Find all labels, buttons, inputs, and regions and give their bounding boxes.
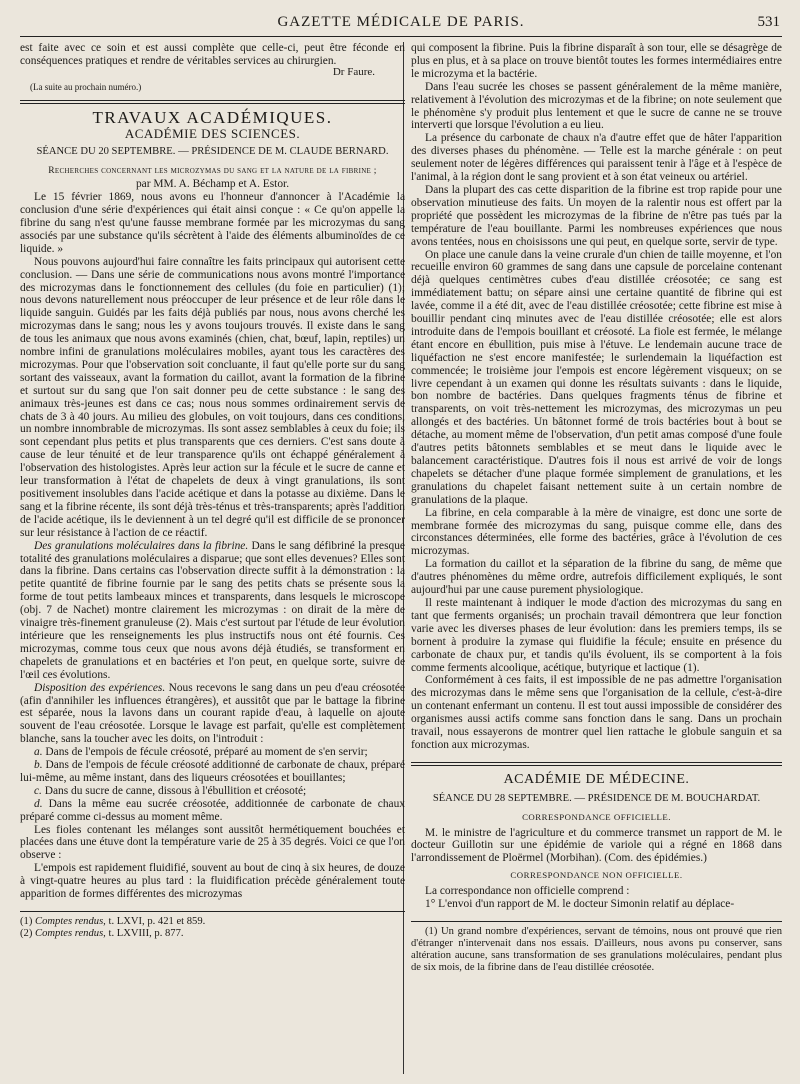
list-item: d. Dans la même eau sucrée créosotée, additionnée de carbonate de chaux préparé comme ci-dessus au moment même.: [20, 797, 405, 823]
body-paragraph: [20, 540, 405, 682]
body-paragraph: Le 15 février 1869, nous avons eu l'honneur d'annoncer à l'Académie la conclusion d'une série d'expériences qui était ainsi conçue : « Ce qu'on appelle la fibrine du sang n'est qu'une fausse membrane formée par les microzymas du sang associés par une substance qu'ils sécrètent à l'aide des éléments albuminoïdes de ce liquide. »: [20, 191, 405, 255]
academy-heading: ACADÉMIE DES SCIENCES.: [124, 125, 301, 141]
academy-heading: ACADÉMIE DE MÉDECINE.: [503, 771, 690, 787]
research-authors: par MM. A. Béchamp et A. Estor.: [135, 178, 290, 191]
journal-title: GAZETTE MÉDICALE DE PARIS.: [277, 14, 525, 30]
subsection-heading: Des granulations moléculaires dans la fibrine.: [34, 539, 249, 552]
footnote: (1) Un grand nombre d'expériences, servant de témoins, nous ont prouvé que rien d'étranger n'intervenait dans nos essais. D'ailleurs, nous avons pu conserver, sans altération aucune, sans transformation de ses granulations moléculaires, pendant plus de six mois, de la fibrine dans de l'eau distillée créosotée.: [411, 926, 782, 973]
page-header: [20, 10, 782, 37]
body-paragraph: Conformément à ces faits, il est impossible de ne pas admettre l'organisation des microzymas dans le même sens que l'organisation de la cellule, c'est-à-dire un contenant enfermant un contenu. Il est tout aussi impossible de considérer des organismes aussi actifs comme sans fonction dans le sang. Dans un prochain travail, nous essayerons de montrer quel lien rattache le globule sanguin et sa fonction aux microzymas.: [411, 674, 782, 751]
subsection-text: Dans le sang défibriné la presque totalité des granulations moléculaires a disparue; que sont elles devenues? Elles sont dans la fibrine. Dans certains cas l'observation directe suffit à la démonstration : la petite quantité de fibrine fournie par le sang des petits chats se présente sous la forme de tout petits lambeaux minces et transparents, dans lesquels le microscope (obj. 7 de Nachet) montre clairement les microzymas : on dirait de la mère de vinaigre très-finement granuleuse (2). Mais c'est surtout par l'étude de leur évolution intérieure que les renseignements les plus instructifs nous ont été fournis. Ces microzymas, comme tous ceux que nous avons déjà étudiés, se transforment en chapelets de granulations et en bactéries et l'on peut, en quelque sorte, suivre de l'œil ces évolutions.: [20, 539, 405, 681]
body-paragraph: On place une canule dans la veine crurale d'un chien de taille moyenne, et l'on recueille environ 60 grammes de sang dans une capsule de porcelaine contenant déjà quelques centimètres cubes d'eau distillée créosotée; ce sang est immédiatement battu; on sépare ainsi une certaine quantité de fibrine qui est lavée, comme il a été dit, avec de l'eau distillée créosotée; cette fibrine est mise à bouillir pendant cinq minutes avec de l'eau distillée créosotée; elle est alors introduite dans de l'empois bouillant et créosoté. La fiole est fermée, le mélange étant encore en ébullition, puis mise à l'étuve. Le lendemain aucune trace de liquéfaction ne s'est encore manifestée; le surlendemain la liquéfaction est commencée; le troisième jour l'empois est encore légèrement visqueux; on se livre cependant à un examen qui donne les résultats suivants : dans le liquide, bon nombre de bactéries. Dans quelques fragments ténus de fibrine et transparents, on voit très-nettement les microzymas, des microzymas un peu allongés et des bactéries. Un bâtonnet formé de trois bactéries bout à bout se détache, au moment même de l'observation, d'un petit amas composé d'une foule d'autres petits bâtonnets semblables et se meut dans le liquide avec le balancement caractéristique. D'autres fois il nous est arrivé de voir de longs chapelets se détacher d'une plaque formée simplement de granulations, et les granulations du chapelet faisant nettement suite à un certain nombre de granulations de la plaque.: [411, 248, 782, 506]
body-paragraph: 1° L'envoi d'un rapport de M. le docteur Simonin relatif au déplace-: [425, 898, 735, 911]
session-line: SÉANCE DU 20 SEPTEMBRE. — PRÉSIDENCE DE M. CLAUDE BERNARD.: [36, 146, 389, 158]
body-paragraph: Il reste maintenant à indiquer le mode d'action des microzymas du sang en tant que ferments organisés; un prochain travail démontrera que leur fonction varie avec les diverses phases de leur évolution: dans les premiers temps, ils se bornent à produire la zymase qui fluidifie la fécule; ensuite en présence du carbonate de chaux pur, et tandis qu'ils évoluent, ils se comportent à la fois comme ferments alcoolique, acétique, butyrique et lactique (1).: [411, 596, 782, 674]
subsection-text: Nous recevons le sang dans un peu d'eau créosotée (afin d'annihiler les influences étrangères), et aussitôt que par le battage la fibrine est séparée, nous la lavons dans un courant rapide d'eau, à laquelle on ajoute souvent de l'eau créosotée. Lorsque le lavage est parfait, qu'elle est complètement blanche, sans la toucher avec les doits, on l'introduit :: [20, 681, 405, 746]
body-paragraph: La correspondance non officielle comprend :: [425, 885, 630, 898]
body-paragraph: M. le ministre de l'agriculture et du commerce transmet un rapport de M. le docteur Guillotin sur une épidémie de variole qui a régné en 1868 dans l'arrondissement de Ploërmel (Morbihan). (Com. des épidémies.): [411, 826, 782, 865]
continued-note: (La suite au prochain numéro.): [30, 81, 142, 92]
body-paragraph: L'empois est rapidement fluidifié, souvent au bout de cinq à six heures, de douze à vingt-quatre heures au plus tard : la fluidification précède généralement toute apparition de formes différentes des microzymas: [20, 862, 405, 901]
right-column: [411, 42, 782, 1074]
list-item: c. Dans du sucre de canne, dissous à l'ébullition et créosoté;: [34, 784, 307, 797]
list-item: a. Dans de l'empois de fécule créosoté, préparé au moment de s'en servir;: [34, 746, 368, 759]
body-paragraph: La formation du caillot et la séparation de la fibrine du sang, de même que d'autres phénomènes du même ordre, autrefois difficilement expliqués, le sont aujourd'hui par une cause purement physiologique.: [411, 558, 782, 597]
body-paragraph: Les fioles contenant les mélanges sont aussitôt hermétiquement bouchées et placées dans une étuve dont la température varie de 25 à 35 degrés. Voici ce que l'on observe :: [20, 823, 405, 862]
body-paragraph: Dans la plupart des cas cette disparition de la fibrine est trop rapide pour une observation minutieuse des faits. Un moyen de la ralentir nous est offert par la propriété que possèdent les microzymas de la fibrine de n'être pas tués par la température de l'eau bouillante. Parmi les nombreuses expériences que nous avons tentées, nous en choisissons une qui peut, en quelque sorte, servir de type.: [411, 183, 782, 248]
footnote: (1) Comptes rendus, t. LXVI, p. 421 et 859.: [20, 916, 206, 927]
body-paragraph: qui composent la fibrine. Puis la fibrine disparaît à son tour, elle se désagrège de plus en plus, et à sa place on trouve bientôt toutes les formes intermédiaires entre le microzyma et la bactérie.: [411, 42, 782, 80]
body-paragraph: Nous pouvons aujourd'hui faire connaître les faits principaux qui autorisent cette conclusion. — Dans une série de communications nous avons montré l'importance des microzymas dans le fonctionnement des cellules (du foie en particulier) (1); nous devons naturellement nous préoccuper de leur présence et de leur rôle dans le liquide sanguin. Guidés par les faits déjà publiés par nous, nous avons cherché les microzymas dans le sang; nous les y avons toujours trouvés. Il existe dans le sang de tous les animaux que nous avons examinés (chien, chat, bœuf, lapin, reptiles) un nombre infini de granulations moléculaires mobiles, ayant tous les caractères des microzymas. Pour que l'observation soit concluante, il faut qu'elle porte sur du sang sortant des vaisseaux, avant la formation du caillot, avant la formation de la fibrine et surtout sur du sang que l'on sait donner peu de cette substance : le sang des animaux très-jeunes est dans ce cas; nous nous sommes ordinairement servis de chats de 3 à 40 jours. Au milieu des globules, on voit toujours, dans ces conditions, un nombre innombrable de microzymas. Ils sont assez semblables à ceux du foie; ils sont cependant plus petits et plus transparents que ces derniers. C'est sans doute à cause de leur ténuité et de leur transparence qu'ils ont échappé généralement à l'observation des histologistes. Après leur action sur la fécule et le sucre de canne et leur transformation à l'état de chapelets de deux à vingt granulations, ils sont positivement insolubles dans l'acide acétique et dans la potasse au dixième. Dans le sang et la fibrine récente, ils sont déjà très-ténus et très-transparents; après l'addition de l'acide acétique, ils le deviennent à un tel degré qu'il est difficile de se prononcer sur leur résistance à l'action de ce réactif.: [20, 255, 405, 539]
author-signature: Dr Faure.: [332, 65, 375, 78]
opening-paragraph: est faite avec ce soin et est aussi complète que celle-ci, peut être féconde en conséquences pratiques et rendre de véritables services au chirurgien.: [20, 42, 405, 67]
research-title: Recherches concernant les microzymas du sang et la nature de la fibrine ;: [48, 166, 377, 177]
footnote: (2) Comptes rendus, t. LXVIII, p. 877.: [20, 928, 184, 939]
section-divider: [411, 762, 782, 766]
body-paragraph: [20, 682, 405, 747]
footnote-divider: [20, 911, 405, 912]
footnote-divider: [411, 921, 782, 922]
body-paragraph: Dans l'eau sucrée les choses se passent généralement de la même manière, relativement à l'évolution des microzymas et de la fibrine; on note seulement que le phénomène s'y produit plus lentement et que le sucre de canne ne se trouve interverti que lorsque l'évolution a eu lieu.: [411, 80, 782, 132]
official-heading: CORRESPONDANCE OFFICIELLE.: [522, 811, 671, 822]
body-paragraph: La fibrine, en cela comparable à la mère de vinaigre, est donc une sorte de membrane formée des microzymas du sang, puisque comme elle, dans des circonstances déterminées, elle forme des bactéries, grâce à l'évolution de ces microzymas.: [411, 506, 782, 558]
session-line: SÉANCE DU 28 SEPTEMBRE. — PRÉSIDENCE DE M. BOUCHARDAT.: [432, 792, 761, 804]
section-title: TRAVAUX ACADÉMIQUES.: [92, 107, 333, 127]
footnotes: [20, 916, 405, 940]
body-paragraph: La présence du carbonate de chaux n'a d'autre effet que de hâter l'apparition des diverses phases du phénomène. — Telle est la marche générale : on peut seulement noter de légères différences qui paraissent tenir à l'âge et à l'espèce de l'animal, à la région dont le sang provient et à son état veineux ou artériel.: [411, 132, 782, 184]
subsection-heading: Disposition des expériences.: [34, 681, 166, 694]
left-column: [20, 42, 405, 1074]
list-item: b. Dans de l'empois de fécule créosoté additionné de carbonate de chaux, préparé lui-même, au même instant, dans des liqueurs créosotées et bouillantes;: [20, 759, 405, 784]
page-number: 531: [757, 14, 780, 30]
unofficial-heading: CORRESPONDANCE NON OFFICIELLE.: [510, 870, 683, 881]
footnotes: [411, 926, 782, 974]
section-divider: [20, 100, 405, 104]
